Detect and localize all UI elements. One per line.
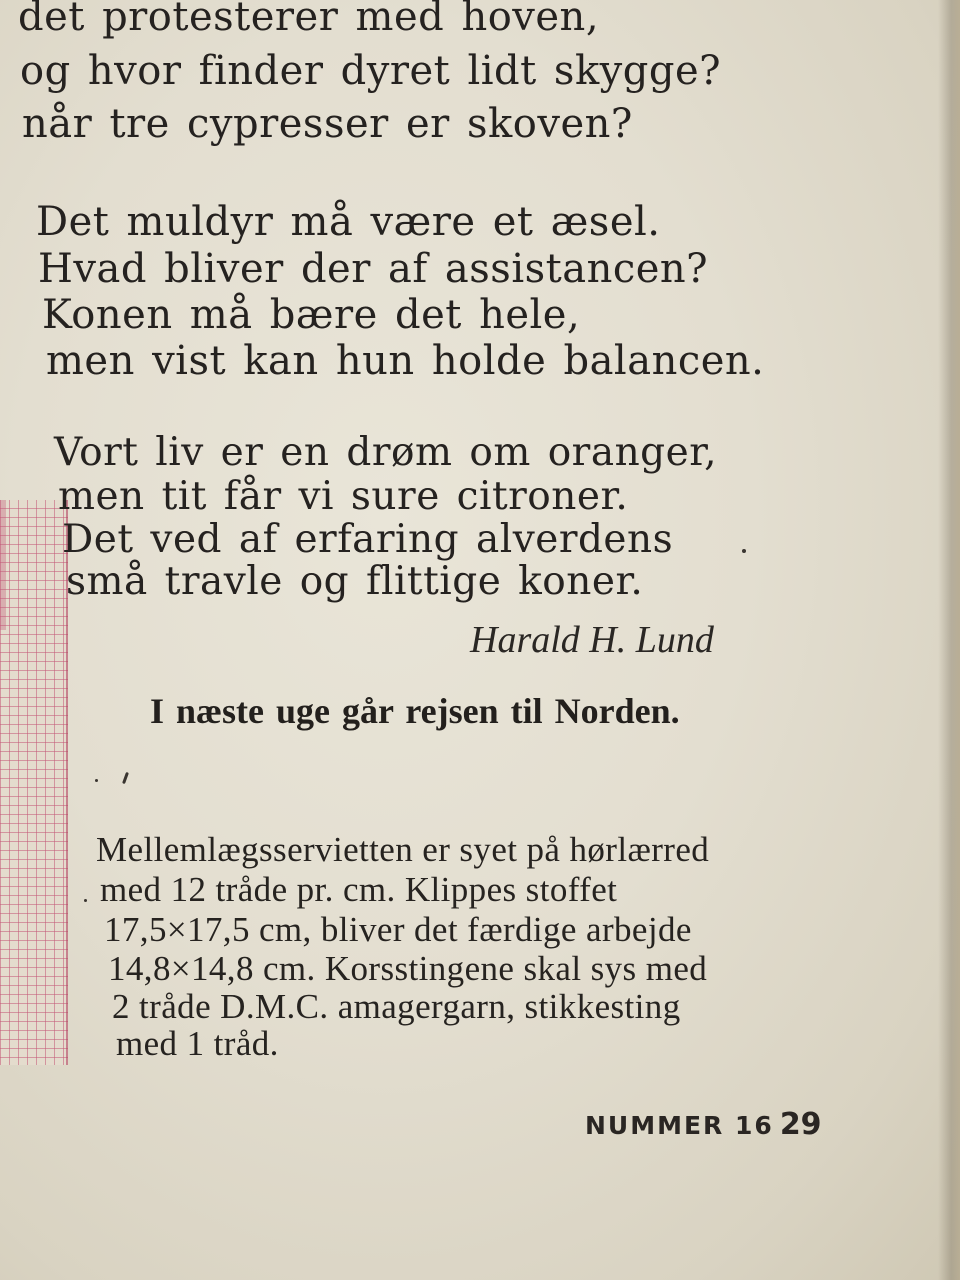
poem-line: men vist kan hun holde balancen. xyxy=(46,338,765,384)
next-week-announcement: I næste uge går rejsen til Norden. xyxy=(150,691,680,731)
paper-speck xyxy=(95,779,98,782)
grid-edge-shading xyxy=(0,500,6,630)
cross-stitch-grid-pattern xyxy=(0,500,68,1065)
poem-line: men tit får vi sure citroner. xyxy=(58,474,629,519)
instruction-line: 14,8×14,8 cm. Korsstingene skal sys med xyxy=(108,949,708,988)
issue-label: NUMMER 16 xyxy=(585,1111,774,1140)
poem-line: Vort liv er en drøm om oranger, xyxy=(54,430,717,475)
poem-line: Det ved af erfaring alverdens xyxy=(62,517,674,562)
poem-line: små travle og flittige koner. xyxy=(66,559,644,604)
page-number: 29 xyxy=(779,1107,822,1142)
poem-line: det protesterer med hoven, xyxy=(18,0,600,40)
instruction-line: 17,5×17,5 cm, bliver det færdige arbejde xyxy=(104,910,692,949)
poem-line: Hvad bliver der af assistancen? xyxy=(38,246,709,292)
paper-speck xyxy=(742,549,746,553)
instruction-line: med 1 tråd. xyxy=(116,1024,279,1063)
poem-line: Konen må bære det hele, xyxy=(42,292,581,338)
poem-line: og hvor finder dyret lidt skygge? xyxy=(20,48,722,94)
poem-line: Det muldyr må være et æsel. xyxy=(36,199,661,245)
instruction-line: Mellemlægsservietten er syet på hørlærred xyxy=(96,830,710,869)
poem-line: når tre cypresser er skoven? xyxy=(22,101,633,147)
page-edge-shadow xyxy=(938,0,960,1280)
page-footer xyxy=(585,1107,822,1142)
paper-speck xyxy=(84,899,87,902)
instruction-line: 2 tråde D.M.C. amagergarn, stikkesting xyxy=(112,987,681,1026)
paper-speck xyxy=(122,772,129,784)
instruction-line: med 12 tråde pr. cm. Klippes stoffet xyxy=(100,870,618,909)
poem-author: Harald H. Lund xyxy=(470,619,714,661)
